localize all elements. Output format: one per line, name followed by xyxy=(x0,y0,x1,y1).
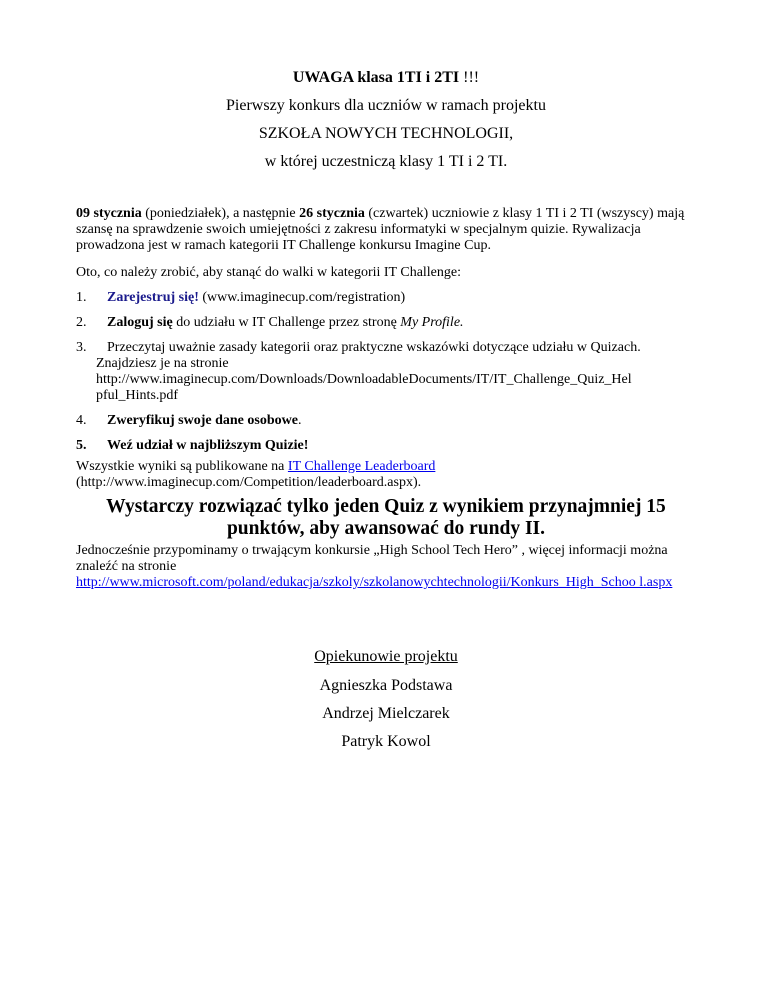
step-text: Przeczytaj uważnie zasady kategorii oraz praktyczne wskazówki dotyczące udziału w Quizach. Znajdziesz je na stronie http://www.imaginecup.com/Downloads/DownloadableDocuments/IT/IT_Challenge_Quiz_Hel pful_Hints.pdf xyxy=(96,340,641,403)
results-url: (http://www.imaginecup.com/Competition/leaderboard.aspx). xyxy=(76,475,422,490)
register-link[interactable]: Zarejestruj się! xyxy=(107,290,199,305)
step-text: do udziału w IT Challenge przez stronę xyxy=(172,315,401,330)
supervisor-name: Patryk Kowol xyxy=(341,733,431,750)
step-text: (www.imaginecup.com/registration) xyxy=(198,290,406,305)
header-exclaim: !!! xyxy=(459,69,480,86)
supervisors-title: Opiekunowie projektu xyxy=(314,648,458,665)
supervisor-name: Andrzej Mielczarek xyxy=(322,705,450,722)
header-line-1 xyxy=(76,69,696,87)
my-profile-text: My Profile. xyxy=(400,315,464,330)
step-number: 2. xyxy=(76,315,87,330)
intro-text-1: (poniedziałek), a następnie xyxy=(141,206,300,221)
reminder-paragraph xyxy=(76,543,696,591)
supervisor-name: Agnieszka Podstawa xyxy=(319,677,453,694)
header-alert: UWAGA klasa 1TI i 2TI xyxy=(292,69,460,86)
step-text: . xyxy=(297,413,302,428)
intro-text-2: (czwartek) uczniowie z klasy 1 TI i 2 TI (wszyscy) mają szansę na sprawdzenie swoich umiejętności z zakresu informatyki w specjalnym quizie. Rywalizacja prowadzona jest w ramach kategorii IT Challenge konkursu Imagine Cup. xyxy=(76,206,685,253)
results-paragraph xyxy=(76,459,696,491)
header-line-4: w której uczestniczą klasy 1 TI i 2 TI. xyxy=(264,153,508,170)
step-3 xyxy=(76,340,696,404)
microsoft-link[interactable]: http://www.microsoft.com/poland/edukacja/szkoly/szkolanowychtechnologii/Konkurs_High_Schoo l.aspx xyxy=(76,575,673,590)
leaderboard-link[interactable]: IT Challenge Leaderboard xyxy=(287,459,436,474)
step-number: 5. xyxy=(76,438,87,453)
headline: Wystarczy rozwiązać tylko jeden Quiz z wynikiem przynajmniej 15 punktów, aby awansować do rundy II. xyxy=(106,496,666,539)
intro-paragraph xyxy=(76,206,696,254)
step-bold: Weź udział w najbliższym Quizie! xyxy=(107,438,309,453)
step-number: 4. xyxy=(76,413,87,428)
intro-date-1: 09 stycznia xyxy=(76,206,142,221)
step-number: 3. xyxy=(76,340,87,355)
step-number: 1. xyxy=(76,290,87,305)
results-prefix: Wszystkie wyniki są publikowane na xyxy=(76,459,288,474)
intro-date-2: 26 stycznia xyxy=(299,206,365,221)
header-line-3: SZKOŁA NOWYCH TECHNOLOGII, xyxy=(258,125,514,142)
reminder-text: Jednocześnie przypominamy o trwającym konkursie „High School Tech Hero” , więcej informacji można znaleźć na stronie xyxy=(76,543,668,574)
step-bold: Zaloguj się xyxy=(107,315,173,330)
header-line-2: Pierwszy konkurs dla uczniów w ramach projektu xyxy=(226,97,546,114)
step-bold: Zweryfikuj swoje dane osobowe xyxy=(107,413,298,428)
steps-intro: Oto, co należy zrobić, aby stanąć do walki w kategorii IT Challenge: xyxy=(76,265,461,280)
